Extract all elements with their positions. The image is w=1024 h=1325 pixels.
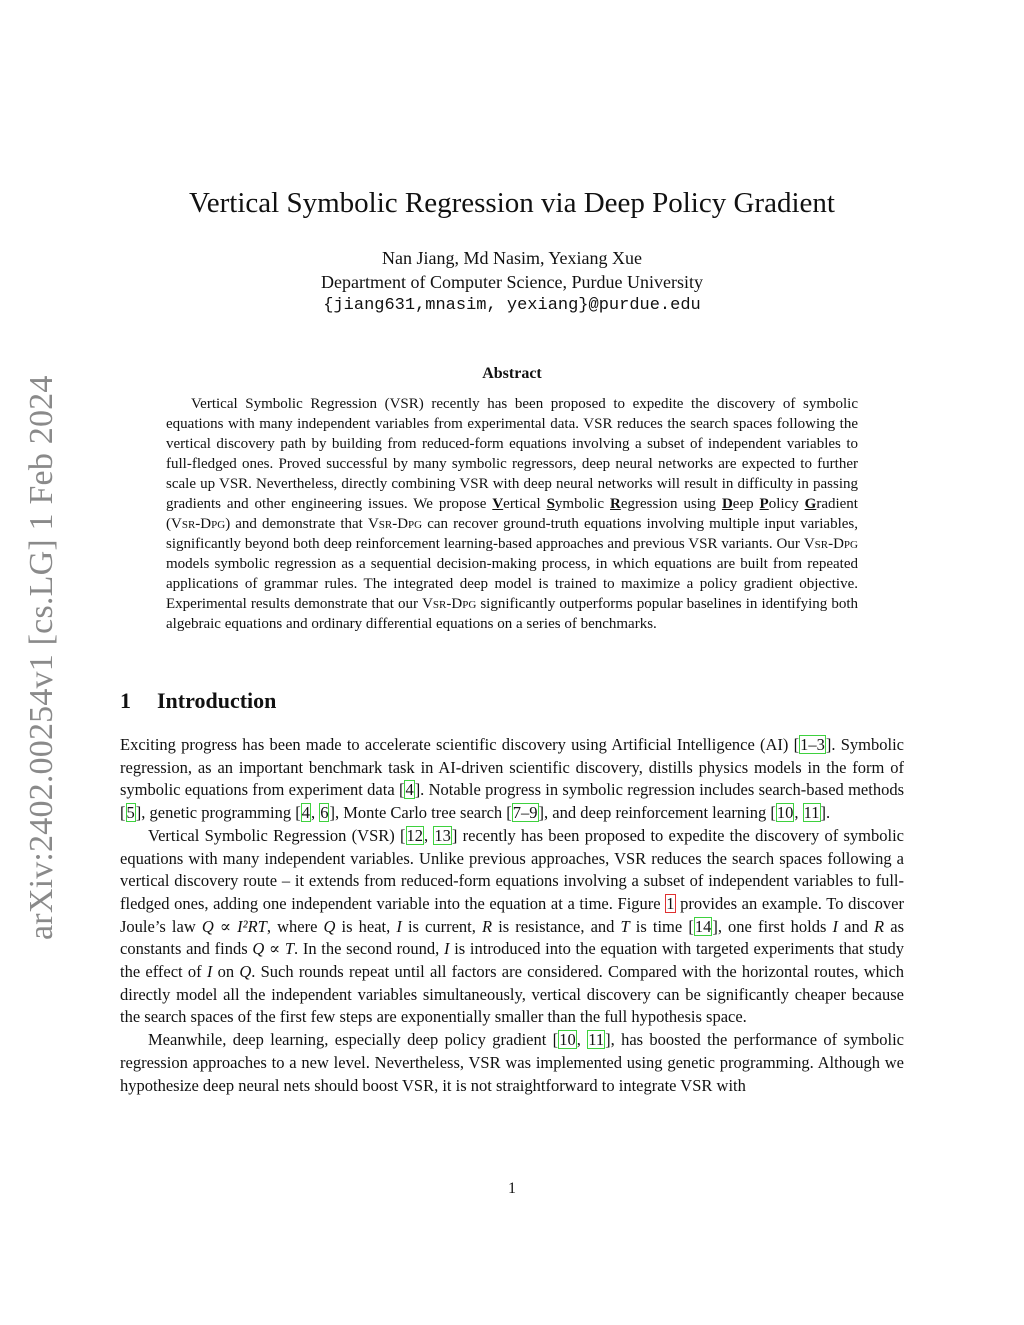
author-affiliation: Department of Computer Science, Purdue University [321,272,703,292]
arxiv-identifier-stamp: arXiv:2402.00254v1 [cs.LG] 1 Feb 2024 [23,375,60,940]
figure-reference-link[interactable]: 1 [666,893,675,913]
introduction-body [120,734,904,1097]
author-emails: {jiang631,mnasim, yexiang}@purdue.edu [323,296,701,315]
citation-link[interactable]: 4 [405,780,414,800]
citation-link[interactable]: 10 [776,803,794,823]
intro-paragraph-2: Vertical Symbolic Regression (VSR) [12, 13] recently has been proposed to expedite the discovery of symbolic equations with many independent variables. Unlike previous approaches, VSR reduces the search spaces following a vertical discovery route – it extends from reduced-form equations involving a subset of independent variables to full-fledged ones, adding one independent variable into the equation at a time. Figure 1 provides an example. To discover Joule’s law Q ∝ I²RT, where Q is heat, I is current, R is resistance, and T is time [14], one first holds I and R as constants and finds Q ∝ T. In the second round, I is introduced into the equation with targeted experiments that study the effect of I on Q. Such rounds repeat until all factors are considered. Compared with the horizontal routes, which directly model all the independent variables simultaneously, vertical discovery can be significantly cheaper because the search spaces of the first few steps are exponentially smaller than the full hypothesis space. [120,825,905,1027]
citation-link[interactable]: 13 [434,825,451,845]
citation-link[interactable]: 11 [803,803,820,823]
intro-paragraph-1: Exciting progress has been made to accelerate scientific discovery using Artificial Intelligence (AI) [1–3]. Symbolic regression, as an important benchmark task in AI-driven scientific discovery, distills physics models in the form of symbolic equations from experiment data [4]. Notable progress in symbolic regression includes search-based methods [5], genetic programming [4, 6], Monte Carlo tree search [7–9], and deep reinforcement learning [10, 11]. [120,735,905,823]
citation-link[interactable]: 6 [320,803,329,823]
method-name: Vsr-Dpg [803,536,858,552]
method-name: Vsr-Dpg [171,516,226,532]
abstract-heading: Abstract [482,365,542,382]
abstract-paragraph: Vertical Symbolic Regression (VSR) recently has been proposed to expedite the discovery of symbolic equations with many independent variables from experimental data. VSR reduces the search spaces following the vertical discovery path by building from reduced-form equations involving a subset of independent variables to full-fledged ones. Proved successful by many symbolic regressors, deep neural networks are expected to further scale up VSR. Nevertheless, directly combining VSR with deep neural networks will result in difficulty in passing gradients and other engineering issues. We propose Vertical Symbolic Regression using Deep Policy Gradient (Vsr-Dpg) and demonstrate that Vsr-Dpg can recover ground-truth equations involving multiple input variables, significantly beyond both deep reinforcement learning-based approaches and previous VSR variants. Our Vsr-Dpg models symbolic regression as a sequential decision-making process, in which equations are built from repeated applications of grammar rules. The integrated deep model is trained to maximize a policy gradient objective. Experimental results demonstrate that our Vsr-Dpg significantly outperforms popular baselines in identifying both algebraic equations and ordinary differential equations on a series of benchmarks. [166,396,858,632]
paper-title: Vertical Symbolic Regression via Deep Policy Gradient [189,187,835,219]
method-name: Vsr-Dpg [422,596,477,612]
citation-link[interactable]: 12 [406,825,423,845]
citation-link[interactable]: 14 [694,916,712,936]
citation-link[interactable]: 10 [559,1030,576,1050]
citation-link[interactable]: 7–9 [512,803,538,823]
intro-paragraph-3: Meanwhile, deep learning, especially deep policy gradient [10, 11], has boosted the performance of symbolic regression approaches to a new level. Nevertheless, VSR was implemented using genetic programming. Although we hypothesize deep neural nets should boost VSR, it is not straightforward to integrate VSR with [120,1030,904,1095]
page-number: 1 [508,1180,516,1197]
section-heading-introduction [120,687,276,715]
author-block [0,246,1024,318]
citation-link[interactable]: 5 [126,803,135,823]
author-names: Nan Jiang, Md Nasim, Yexiang Xue [382,248,642,268]
method-name: Vsr-Dpg [367,516,423,532]
section-number: 1 [120,688,131,713]
citation-link[interactable]: 11 [588,1030,605,1050]
citation-link[interactable]: 1–3 [800,735,825,754]
section-title: Introduction [157,688,277,713]
citation-link[interactable]: 4 [301,803,310,823]
abstract-body [166,394,858,634]
